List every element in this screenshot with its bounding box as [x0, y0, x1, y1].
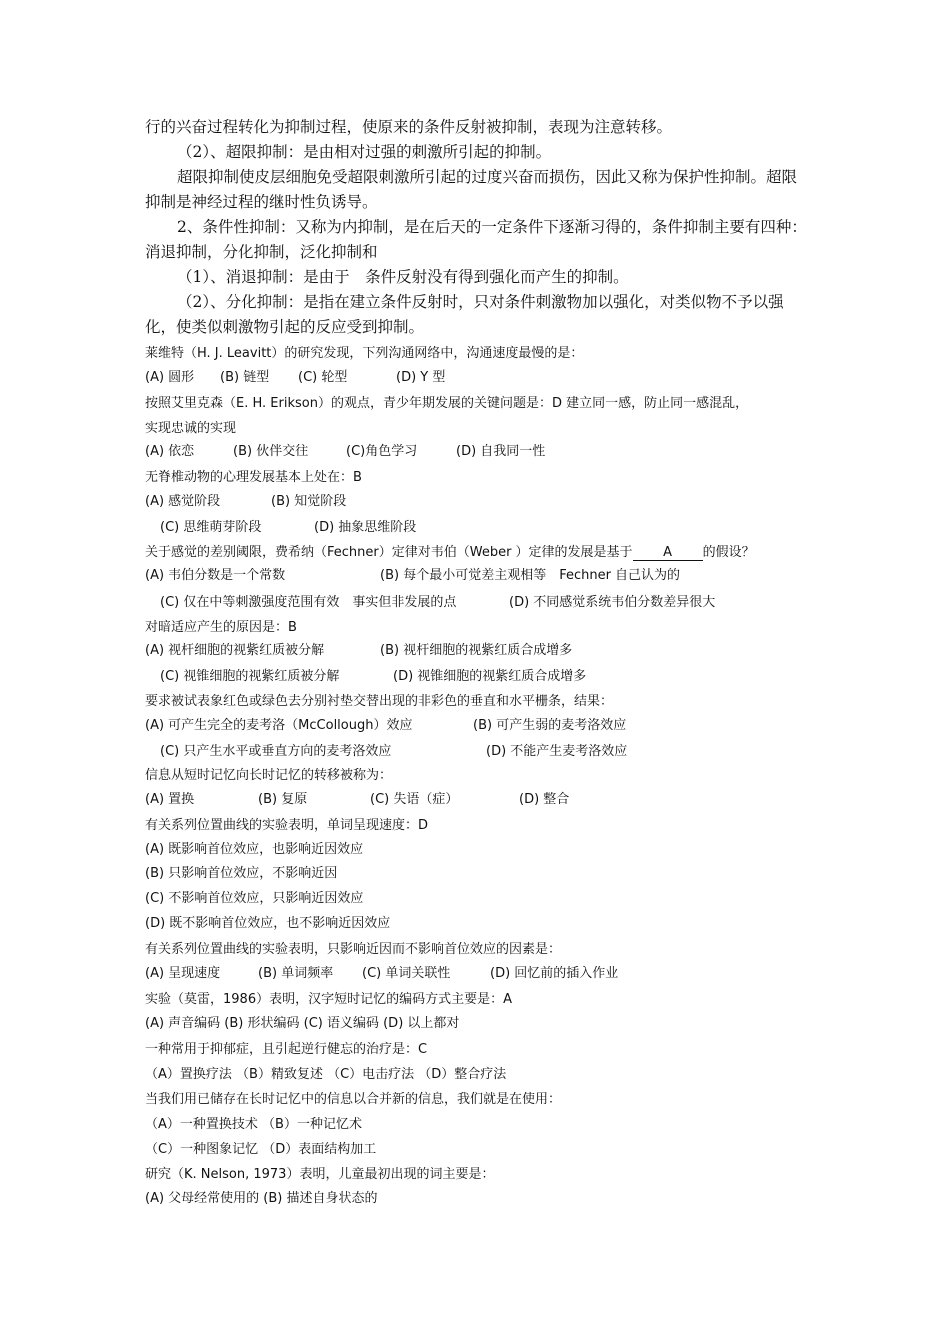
options-line: (A) 声音编码 (B) 形状编码 (C) 语义编码 (D) 以上都对	[145, 1016, 460, 1031]
question-stem: 有关系列位置曲线的实验表明，单词呈现速度：D	[145, 818, 429, 833]
option-d: (D) 不同感觉系统韦伯分数差异很大	[509, 595, 716, 610]
option-b: (B) 伙伴交往	[233, 444, 309, 459]
option-d: (D) 回忆前的插入作业	[490, 966, 619, 981]
question-stem-text: 关于感觉的差别阈限，费希纳（Fechner）定律对韦伯（Weber ）定律的发展是基于	[145, 545, 633, 560]
option-d: (D) 整合	[519, 792, 570, 807]
option-c: (C) 思维萌芽阶段	[160, 520, 262, 535]
question-stem: 无脊椎动物的心理发展基本上处在：B	[145, 470, 362, 485]
option-a: (A) 视杆细胞的视紫红质被分解	[145, 643, 325, 658]
option-a: (A) 圆形	[145, 370, 195, 385]
paragraph-6: （2）、分化抑制：是指在建立条件反射时，只对条件刺激物加以强化，对类似物不予以强化，使类似刺激物引起的反应受到抑制。	[145, 293, 784, 336]
option-d: (D) 不能产生麦考洛效应	[486, 744, 628, 759]
option-a: (A) 可产生完全的麦考洛（McCollough）效应	[145, 718, 413, 733]
option-b: (B) 视杆细胞的视紫红质合成增多	[380, 643, 573, 658]
option-b: (B) 每个最小可觉差主观相等 Fechner 自己认为的	[380, 568, 681, 583]
question-stem: 按照艾里克森（E. H. Erikson）的观点，青少年期发展的关键问题是：D 建立同一感，防止同一感混乱，	[145, 396, 749, 411]
option-c: (C) 轮型	[298, 370, 348, 385]
option-a: (A) 韦伯分数是一个常数	[145, 568, 286, 583]
option-c: (C) 失语（症）	[370, 792, 459, 807]
question-stem: 实验（莫雷，1986）表明，汉字短时记忆的编码方式主要是：A	[145, 992, 512, 1007]
option-c: (C)角色学习	[346, 444, 418, 459]
question-stem: 要求被试表象红色或绿色去分别衬垫交替出现的非彩色的垂直和水平栅条，结果：	[145, 694, 614, 709]
option-a: (A) 置换	[145, 792, 195, 807]
option-b: (B) 可产生弱的麦考洛效应	[473, 718, 627, 733]
option-d: (D) 既不影响首位效应，也不影响近因效应	[145, 916, 391, 931]
option-b: (B) 链型	[220, 370, 270, 385]
option-a: (A) 感觉阶段	[145, 494, 221, 509]
question-stem	[145, 544, 755, 562]
option-b: (B) 单词频率	[258, 966, 334, 981]
paragraph-4: 2、条件性抑制：又称为内抑制，是在后天的一定条件下逐渐习得的，条件抑制主要有四种：消退抑制，分化抑制，泛化抑制和	[145, 218, 807, 261]
question-stem: 一种常用于抑郁症，且引起逆行健忘的治疗是：C	[145, 1042, 428, 1057]
option-d: (D) 视锥细胞的视紫红质合成增多	[393, 669, 587, 684]
option-c: (C) 单词关联性	[362, 966, 451, 981]
option-a: (A) 既影响首位效应，也影响近因效应	[145, 842, 364, 857]
question-stem: 对暗适应产生的原因是：B	[145, 620, 297, 635]
options-line: （A）置换疗法 （B）精致复述 （C）电击疗法 （D）整合疗法	[145, 1067, 507, 1082]
option-a: (A) 呈现速度	[145, 966, 221, 981]
question-stem-text: 的假设？	[702, 545, 755, 560]
question-stem: 当我们用已储存在长时记忆中的信息以合并新的信息，我们就是在使用：	[145, 1092, 562, 1107]
paragraph-1: 行的兴奋过程转化为抑制过程，使原来的条件反射被抑制，表现为注意转移。	[145, 118, 673, 136]
paragraph-2: （2）、超限抑制：是由相对过强的刺激所引起的抑制。	[177, 143, 552, 161]
paragraph-5: （1）、消退抑制：是由于 条件反射没有得到强化而产生的抑制。	[177, 268, 629, 286]
question-stem: 有关系列位置曲线的实验表明，只影响近因而不影响首位效应的因素是：	[145, 942, 562, 957]
question-stem: 信息从短时记忆向长时记忆的转移被称为：	[145, 768, 393, 783]
option-d: (D) Y 型	[396, 370, 446, 385]
question-stem-continued: 实现忠诚的实现	[145, 421, 237, 436]
options-line: (A) 父母经常使用的 (B) 描述自身状态的	[145, 1191, 378, 1206]
options-line: （A）一种置换技术 （B）一种记忆术	[145, 1117, 362, 1132]
option-c: (C) 仅在中等刺激强度范围有效 事实但非发展的点	[160, 595, 457, 610]
option-b: (B) 复原	[258, 792, 308, 807]
option-c: (C) 视锥细胞的视紫红质被分解	[160, 669, 340, 684]
option-d: (D) 抽象思维阶段	[314, 520, 417, 535]
option-c: (C) 只产生水平或垂直方向的麦考洛效应	[160, 744, 392, 759]
options-line: （C）一种图象记忆 （D）表面结构加工	[145, 1142, 377, 1157]
question-stem: 莱维特（H. J. Leavitt）的研究发现，下列沟通网络中，沟通速度最慢的是：	[145, 346, 584, 361]
option-b: (B) 只影响首位效应，不影响近因	[145, 866, 338, 881]
question-stem: 研究（K. Nelson, 1973）表明，儿童最初出现的词主要是：	[145, 1167, 495, 1182]
option-b: (B) 知觉阶段	[271, 494, 347, 509]
option-a: (A) 依恋	[145, 444, 195, 459]
paragraph-3: 超限抑制使皮层细胞免受超限刺激所引起的过度兴奋而损伤，因此又称为保护性抑制。超限抑制是神经过程的继时性负诱导。	[145, 168, 798, 211]
answer-blank: A	[633, 546, 703, 561]
option-c: (C) 不影响首位效应，只影响近因效应	[145, 891, 364, 906]
option-d: (D) 自我同一性	[456, 444, 546, 459]
